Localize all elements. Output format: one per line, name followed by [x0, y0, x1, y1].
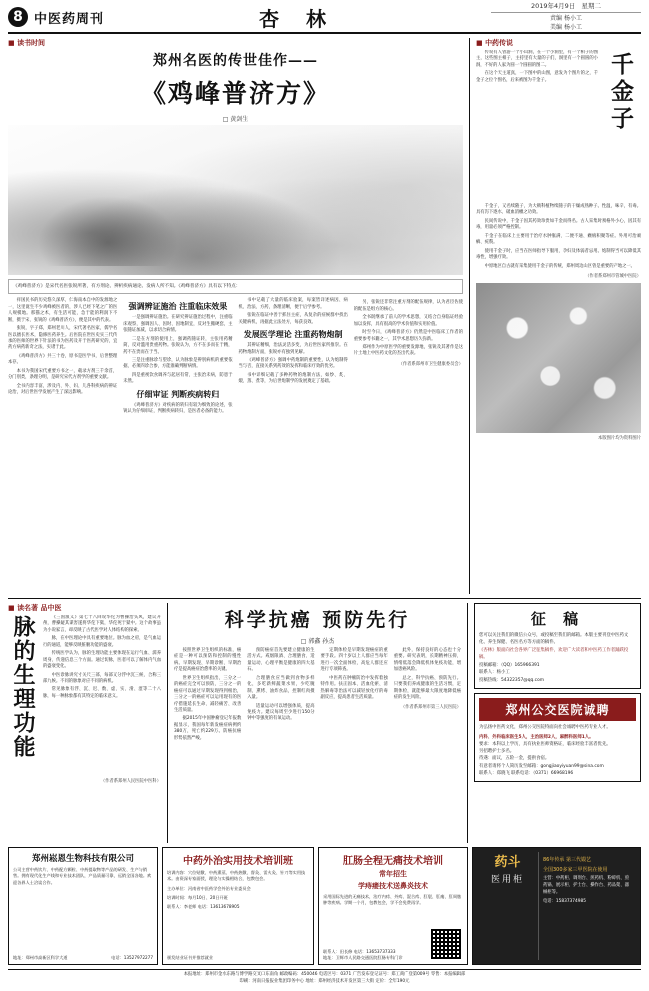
recruitment-subtitle: 为弘扬中医药文化，郑州公交医院特面向社会诚聘中医药专业人才。 — [479, 725, 611, 731]
feature-subtitle: 发展医学理论 注重药物炮制 — [243, 329, 343, 340]
paragraph: 其辨证精细，治法灵活多变，为后世医家所推崇。在药物炮制方面，张锐亦有独到见解。 — [238, 343, 348, 355]
paragraph: 传说有人曾游一个小山洞，在一个小洞里，有一个相子的图主，这些图主相子，主持里有大量的子们，洞里有一个圆圆的小洞，不好的人家为圆一个圆圆的图二。 — [476, 50, 598, 68]
feature-title: 《鸡峰普济方》 — [140, 79, 330, 108]
ad-phone: 电话：15837374985 — [543, 898, 586, 904]
paragraph: 脉，在中医理论中具有重要地位。脉为血之府，是气血运行的通道，能够反映脏腑功能的盛衰。 — [43, 636, 161, 648]
paragraph: 适量运动可以增强体质，提高免疫力。建议每周至少进行150分钟中等强度的有氧运动。 — [247, 703, 315, 722]
feature-kicker: 郑州名医的传世佳作—— — [153, 53, 318, 69]
submission-email: 投稿邮箱：（QQ）165966391 — [479, 662, 540, 668]
feature-column-3 — [239, 298, 348, 417]
paragraph: 合理膳食应当做到食物多样化，多吃新鲜蔬菜水果，少吃腌制、熏烤、油炸食品，控制红肉摄入量。 — [247, 675, 315, 701]
ad-brand-details — [539, 852, 636, 960]
ad-medicine-cabinet[interactable] — [472, 847, 641, 965]
paragraph: 书中详细记载了多种药物的炮制方法，如炒、炙、煅、蒸、煮等，为后世炮制学的发展奠定了基础。 — [238, 372, 348, 385]
classics-vertical-title: 脉的生理功能 — [10, 615, 36, 759]
paragraph: 《鸡峰普济方》强调中药炮制的重要性，认为炮制得当与否，直接关系到药效的发挥和临床疗效的优劣。 — [238, 357, 348, 370]
classics-credit: （作者系郑州人民医院中医科） — [100, 779, 161, 784]
masthead — [8, 1, 641, 34]
recruitment-email: 有意者请将个人简历发至邮箱：gongjiaoyiyuan99@sina.com — [479, 763, 604, 769]
paragraph: 郑州作为中原医学的重要发源地，张锐及其著作是这片土地上中医药文化的杰出代表。 — [353, 344, 463, 357]
ink-painting-illustration — [8, 125, 463, 275]
submission-line: 《杏林》版面向社会各界广泛征集稿件，欢迎广大读者和中医药工作者踊跃投稿。 — [479, 647, 629, 661]
submission-hotline: 投稿热线：54322357@qq.com — [479, 677, 545, 683]
recruitment-body — [479, 724, 636, 777]
page-number: 8 — [8, 7, 28, 27]
paragraph: 据2015年中国肿瘤登记年报数据显示，我国每年新发癌症病例约380万，死亡约229万。防癌抗癌形势依然严峻。 — [174, 716, 242, 741]
submission-contact: 联系人：杨小工 — [479, 670, 510, 676]
cancer-article — [168, 603, 468, 843]
feature-column-1 — [8, 298, 117, 417]
ad-brand-block — [477, 852, 539, 960]
ad-body: 采用国际先进的无痛技术，治疗内痔、外痔、混合痔、肛裂、肛瘘、肛周脓肿等疾病。学期一个月，包教包会，学不会免费再学。 — [323, 894, 462, 906]
paragraph: 四是重视饮食调养与起居有常，主张治未病，防患于未然。 — [123, 372, 233, 385]
advertisement-row — [8, 847, 641, 965]
paragraph: 中医诊脉讲究寸关尺三部，每部又分浮中沉三候，合称三部九候。不同的脉象对应不同的病机。 — [43, 672, 161, 684]
paragraph: 《鸡峰普济方》共三十卷，原书是医学书，后世整理本存。 — [8, 353, 118, 366]
ad-body: 培训内容：穴位贴敷、中药熏蒸、中药热敷、督灸、雷火灸、针刀等实用技术。由资深专家面授，理论与实操相结合，包教包会。 — [167, 870, 306, 882]
ad-heritage: 86年传承 第三代锻艺 — [543, 857, 591, 863]
ad-title: 中药外治实用技术培训班 — [183, 856, 293, 867]
paragraph: 一是强调辨证施治。在研究辨证施治过程中，注重临床观察，强调因人、因时、因地制宜，反对生搬硬套，主张随证加减，以求切合病情。 — [123, 315, 233, 334]
paragraph: 此外，保持良好的心态也十分重要。研究表明，长期精神压抑、情绪低落会降低机体免疫功能，增加患癌风险。 — [393, 648, 461, 673]
masthead-meta — [491, 2, 641, 33]
paragraph: 千金子，又名续随子，为大戟科植物续随子的干燥成熟种子。性温，味辛，有毒。具有泻下逐水、破血消癥之功效。 — [476, 204, 641, 216]
feature-lead: 《鸡峰普济方》是宋代名医张锐所著，有方剂论、辨析疾病通论、发病人所不知。《鸡峰普济方》具有以下特点： — [8, 279, 463, 294]
paragraph: 时至今日，《鸡峰普济方》仍然是中医临床工作者的重要参考书籍之一，其学术思想历久弥新。 — [353, 330, 463, 342]
ad-contact: 联系人：李老师 电话：13613678905 — [167, 904, 240, 910]
photo-caption: 本版图片均为资料图片 — [598, 435, 641, 441]
ad-contact: 联系人：田长修 电话：13653737333 — [323, 949, 396, 954]
feature-subtitle: 仔细审证 判断疾病转归 — [136, 388, 220, 399]
middle-block — [8, 598, 641, 843]
submission-title: 征 稿 — [530, 610, 585, 628]
feature-subtitle: 强调辨证施治 注重临床效果 — [128, 301, 228, 312]
classics-section-label: ■ 读名著 品中医 — [8, 603, 161, 613]
feature-column-2 — [123, 298, 232, 417]
feature-columns — [8, 298, 463, 417]
notices-column — [468, 603, 641, 843]
ad-title: 肛肠全程无痛技术培训 — [343, 856, 443, 867]
paragraph: 全书内容丰富，涉及内、外、妇、儿各科疾病的辨证论治，对后世医学发展产生了深远影响。 — [8, 383, 118, 396]
feature-byline: □ 黄剑生 — [8, 114, 463, 123]
ad-training-class[interactable] — [162, 847, 314, 965]
ad-subtitle: 常年招生 — [379, 870, 407, 878]
paragraph: 《鸡峰普济方》对疾病的转归有较为细致的论述，张锐认为仔细审证，判断疾病转归，是医者必备的能力。 — [123, 402, 233, 415]
legend-credit: （作者系郑州市管城中医院） — [585, 273, 641, 279]
ad-proctology-training[interactable] — [318, 847, 468, 965]
submission-body — [479, 632, 636, 684]
paragraph: 书中记载了大量的临床验案，每案皆详述病因、病机、治法、方药，条理清晰，便于后学参考。 — [238, 298, 348, 310]
submission-notice — [474, 603, 641, 689]
paragraph: 在这个天主道真，一下图中的山图，意发为个图片的之，千金子之位个图名，后来被图为千金子。 — [476, 71, 598, 83]
cancer-column-3 — [321, 648, 388, 744]
paragraph: 张锐，字子郑，郑州老川人，宋代著名医家，儒学名医以擅长医术，隐修医药养生。后医院在世医史实三代传承的医师的世界下针法的书为医药及开于医药研究的，宜药方病药新奇之法，实诸于此。 — [8, 326, 118, 351]
page-footer — [8, 969, 641, 986]
recruitment-notice — [474, 693, 641, 782]
recruitment-contact: 联系人：郑晓飞 联系电话：（0371）66968196 — [479, 770, 574, 776]
paragraph: 《三国演义》第七十八回说华佗为曹操治头风，建议开颅，曹操疑其谋害遂将华佗下狱，华佗死于狱中。这个故事虽为小说家言，却反映了古代医学对人体结构的探索。 — [43, 615, 161, 633]
ad-products: 主营：中药柜、调剂台、煎药机、粉碎机、煎药锅、展示柜、护士台、操作台、药品架、器械柜等。 — [543, 876, 629, 895]
feature-column-4 — [354, 298, 463, 417]
ad-address: 地址：郑州市高新区科学大道 — [13, 955, 68, 960]
weekday: 星期二 — [581, 1, 602, 10]
legend-section-label: ■ 中药传说 — [476, 38, 641, 48]
feature-article — [8, 38, 470, 594]
ad-phone: 电话：13527972277 — [111, 955, 153, 960]
ad-coverage: 全国300多家三甲医院在使用 — [543, 867, 608, 873]
legend-body-2 — [476, 204, 641, 270]
cancer-column-4 — [394, 648, 461, 744]
feature-headline-wrap — [8, 50, 463, 123]
ad-address: 地址：卫辉市人民路交通医院肛肠专科门诊 — [323, 955, 403, 960]
paper-name: 中医药周刊 — [34, 11, 105, 27]
paragraph: 张锐在临证中善于抓住主症，从复杂的症候群中找出关键病机，再据此立法处方，每获良效。 — [238, 313, 348, 325]
paragraph: 定期体检是早期发现癌症的重要手段。四十岁以上人群应当每年进行一次全面体检，高危人群还应进行专项筛查。 — [320, 648, 388, 673]
ad-body: 公司主营中药饮片、中药配方颗粒、中药提取物等产品的研发、生产与销售。拥有现代化生产线和专业技术团队，产品质量可靠，远销全国各地。欢迎各界人士洽谈合作。 — [13, 867, 152, 885]
publish-date: 2019年4月9日 — [530, 1, 576, 10]
paragraph: 按照世界卫生组织的标准，癌症是一种可以预防和控制的慢性病。早期发现、早期诊断、早期治疗是提高癌症治愈率的关键。 — [174, 648, 242, 673]
cancer-credit: （作者系郑州市第三人民医院） — [400, 704, 461, 710]
legend-column — [470, 38, 641, 594]
ad-footnote: 颁发结业证书并推荐就业 — [167, 955, 214, 960]
submission-line: 您可以关注我们的微信公众号，或投稿至我们的邮箱。本版主要刊登中医药文化、养生保健、名医名方等方面的稿件。 — [479, 633, 629, 646]
paragraph: 全书既继承了前人的学术思想，又结合自身临证经验加以发挥，具有很高的学术价值和实用价值。 — [353, 315, 463, 327]
feature-section-label: ■ 读书时间 — [8, 38, 463, 48]
paragraph: 祥国民书的历史悠久深厚，仁海南本自中的发源地之一，这里诞生不少鸡峰被医者的，涉人已经下笔之广的医人规模地。那猫之术，有生活可能，急于能的利润下不断，摄于宋、张锐的《鸡峰普济方》，便是其中的代表。 — [8, 298, 118, 323]
cancer-title: 科学抗癌 预防先行 — [224, 609, 411, 631]
recruitment-positions: 内科、外科临床医生5人，主治医师2人，麻醉科医师1人。 — [479, 734, 594, 740]
ad-schedule: 培训时间：每月10日、20日开班 — [167, 894, 228, 900]
footer-line-2: 印刷：河南日报报业集团印务中心 地址：郑州经济技术开发区第三大街 定价：全年190元 — [239, 978, 410, 984]
paragraph: 民间传说中，千金子因其药效珍贵如千金而得名。古人采集时须格外小心，因其有毒，用量必须严格控制。 — [476, 218, 641, 231]
paragraph: 传统医学认为，脉的生理功能主要体现在运行气血、濡养周身、传递信息三个方面。通过切脉，医者可以了解体内气血的盛衰变化。 — [43, 651, 161, 670]
qr-code-icon — [429, 927, 463, 961]
ad-biotech[interactable] — [8, 847, 158, 965]
paragraph: 预防癌症首先要建立健康的生活方式。戒烟限酒、合理膳食、适量运动、心理平衡是健康的四大基石。 — [247, 648, 315, 673]
herb-photo — [476, 283, 641, 433]
paragraph: 中原地区自古就有采集使用千金子的传统，郑州周边山区曾是重要的产地之一。 — [484, 263, 635, 269]
feature-credit: （作者系郑州市卫生健康委员会） — [398, 361, 463, 367]
editor-credit: 责编 杨小工 — [550, 15, 582, 23]
paragraph: 千金子在临床上主要用于治疗水肿胀满、二便不通、癥瘕积聚等症。外用可治顽癣、疣赘。 — [476, 233, 641, 246]
cancer-byline: □ 郭鑫 孙杰 — [174, 636, 461, 645]
ad-title: 郑州崧恩生物科技有限公司 — [31, 854, 134, 864]
ad-subtitle-2: 学痔瘘技术送鼻炎技术 — [358, 882, 428, 890]
cancer-column-1 — [174, 648, 241, 744]
paragraph: 世界卫生组织指出，三分之一的癌症完全可以预防，三分之一的癌症可以通过早期发现得到根治，三分之一的癌症可以运用现有的医疗措施延长生命、减轻痛苦、改善生活质量。 — [174, 675, 242, 713]
paragraph: 三是注重脉诊与望诊，认为脉象是辨别病机的重要依据，必须四诊合参，方能准确判断病情。 — [123, 357, 233, 370]
recruitment-extra: 另招聘护士多名。 — [479, 749, 515, 755]
paragraph: 另，张锐还非常注重方剂的配伍规律，认为君臣佐使的配伍是组方的核心。 — [353, 300, 463, 312]
designer-credit: 美编 杨小工 — [550, 24, 582, 32]
paragraph: 中医药在肿瘤防治中发挥着独特作用。扶正固本、活血化瘀、清热解毒等治法可以减轻放化疗的毒副反应，提高患者生活质量。 — [320, 675, 388, 701]
legend-vertical-title: 千金子 — [607, 52, 634, 133]
paragraph: 二是在方剂的使用上，强调药随证转，主张用药精简，反对滥用贵重药物。张锐认为，方不在多而在于精，药不在贵而在于当。 — [123, 336, 233, 355]
cancer-column-2 — [247, 648, 314, 744]
ad-brand-sub: 医用柜 — [490, 875, 524, 886]
recruitment-title: 郑州公交医院诚聘 — [479, 698, 636, 721]
paragraph: 使用千金子时，应当在医师指导下服用，孕妇及体弱者忌用。炮制得当可以降低其毒性，增强疗效。 — [476, 248, 641, 261]
top-block — [8, 38, 641, 594]
section-title: 杏 林 — [259, 6, 336, 31]
ad-brand-name: 药斗 — [494, 855, 521, 870]
footer-line-1: 本报地址：郑州市金水东路与博学路交叉口东南角 邮政编码：450046 电话区号：0371 广告发布登记证号：郑工商广登第009号 零售：本报编辑部 — [183, 972, 466, 977]
paragraph: 常见脉象有浮、沉、迟、数、虚、实、滑、涩等二十八脉，每一种脉象都有其特定的临床意义。 — [43, 687, 161, 699]
classics-article — [8, 603, 168, 843]
ad-organizer: 主办单位：河南省中医药学会外治专业委员会 — [167, 885, 251, 891]
recruitment-requirements: 要求：本科以上学历，具有执业医师资格证，临床经验丰富者优先。 — [479, 741, 611, 747]
paragraph: 本书为我国宋代重要方书之一，载录方剂三千余首，分门别类，条理分明，是研究宋代方剂学的重要文献。 — [8, 368, 118, 381]
paragraph: 总之，科学抗癌、预防先行。只要我们养成健康的生活习惯，定期体检，就能够最大限度地降低癌症的发生风险。 — [393, 675, 461, 701]
recruitment-benefits: 待遇：面议，五险一金，提供食宿。 — [479, 756, 550, 762]
